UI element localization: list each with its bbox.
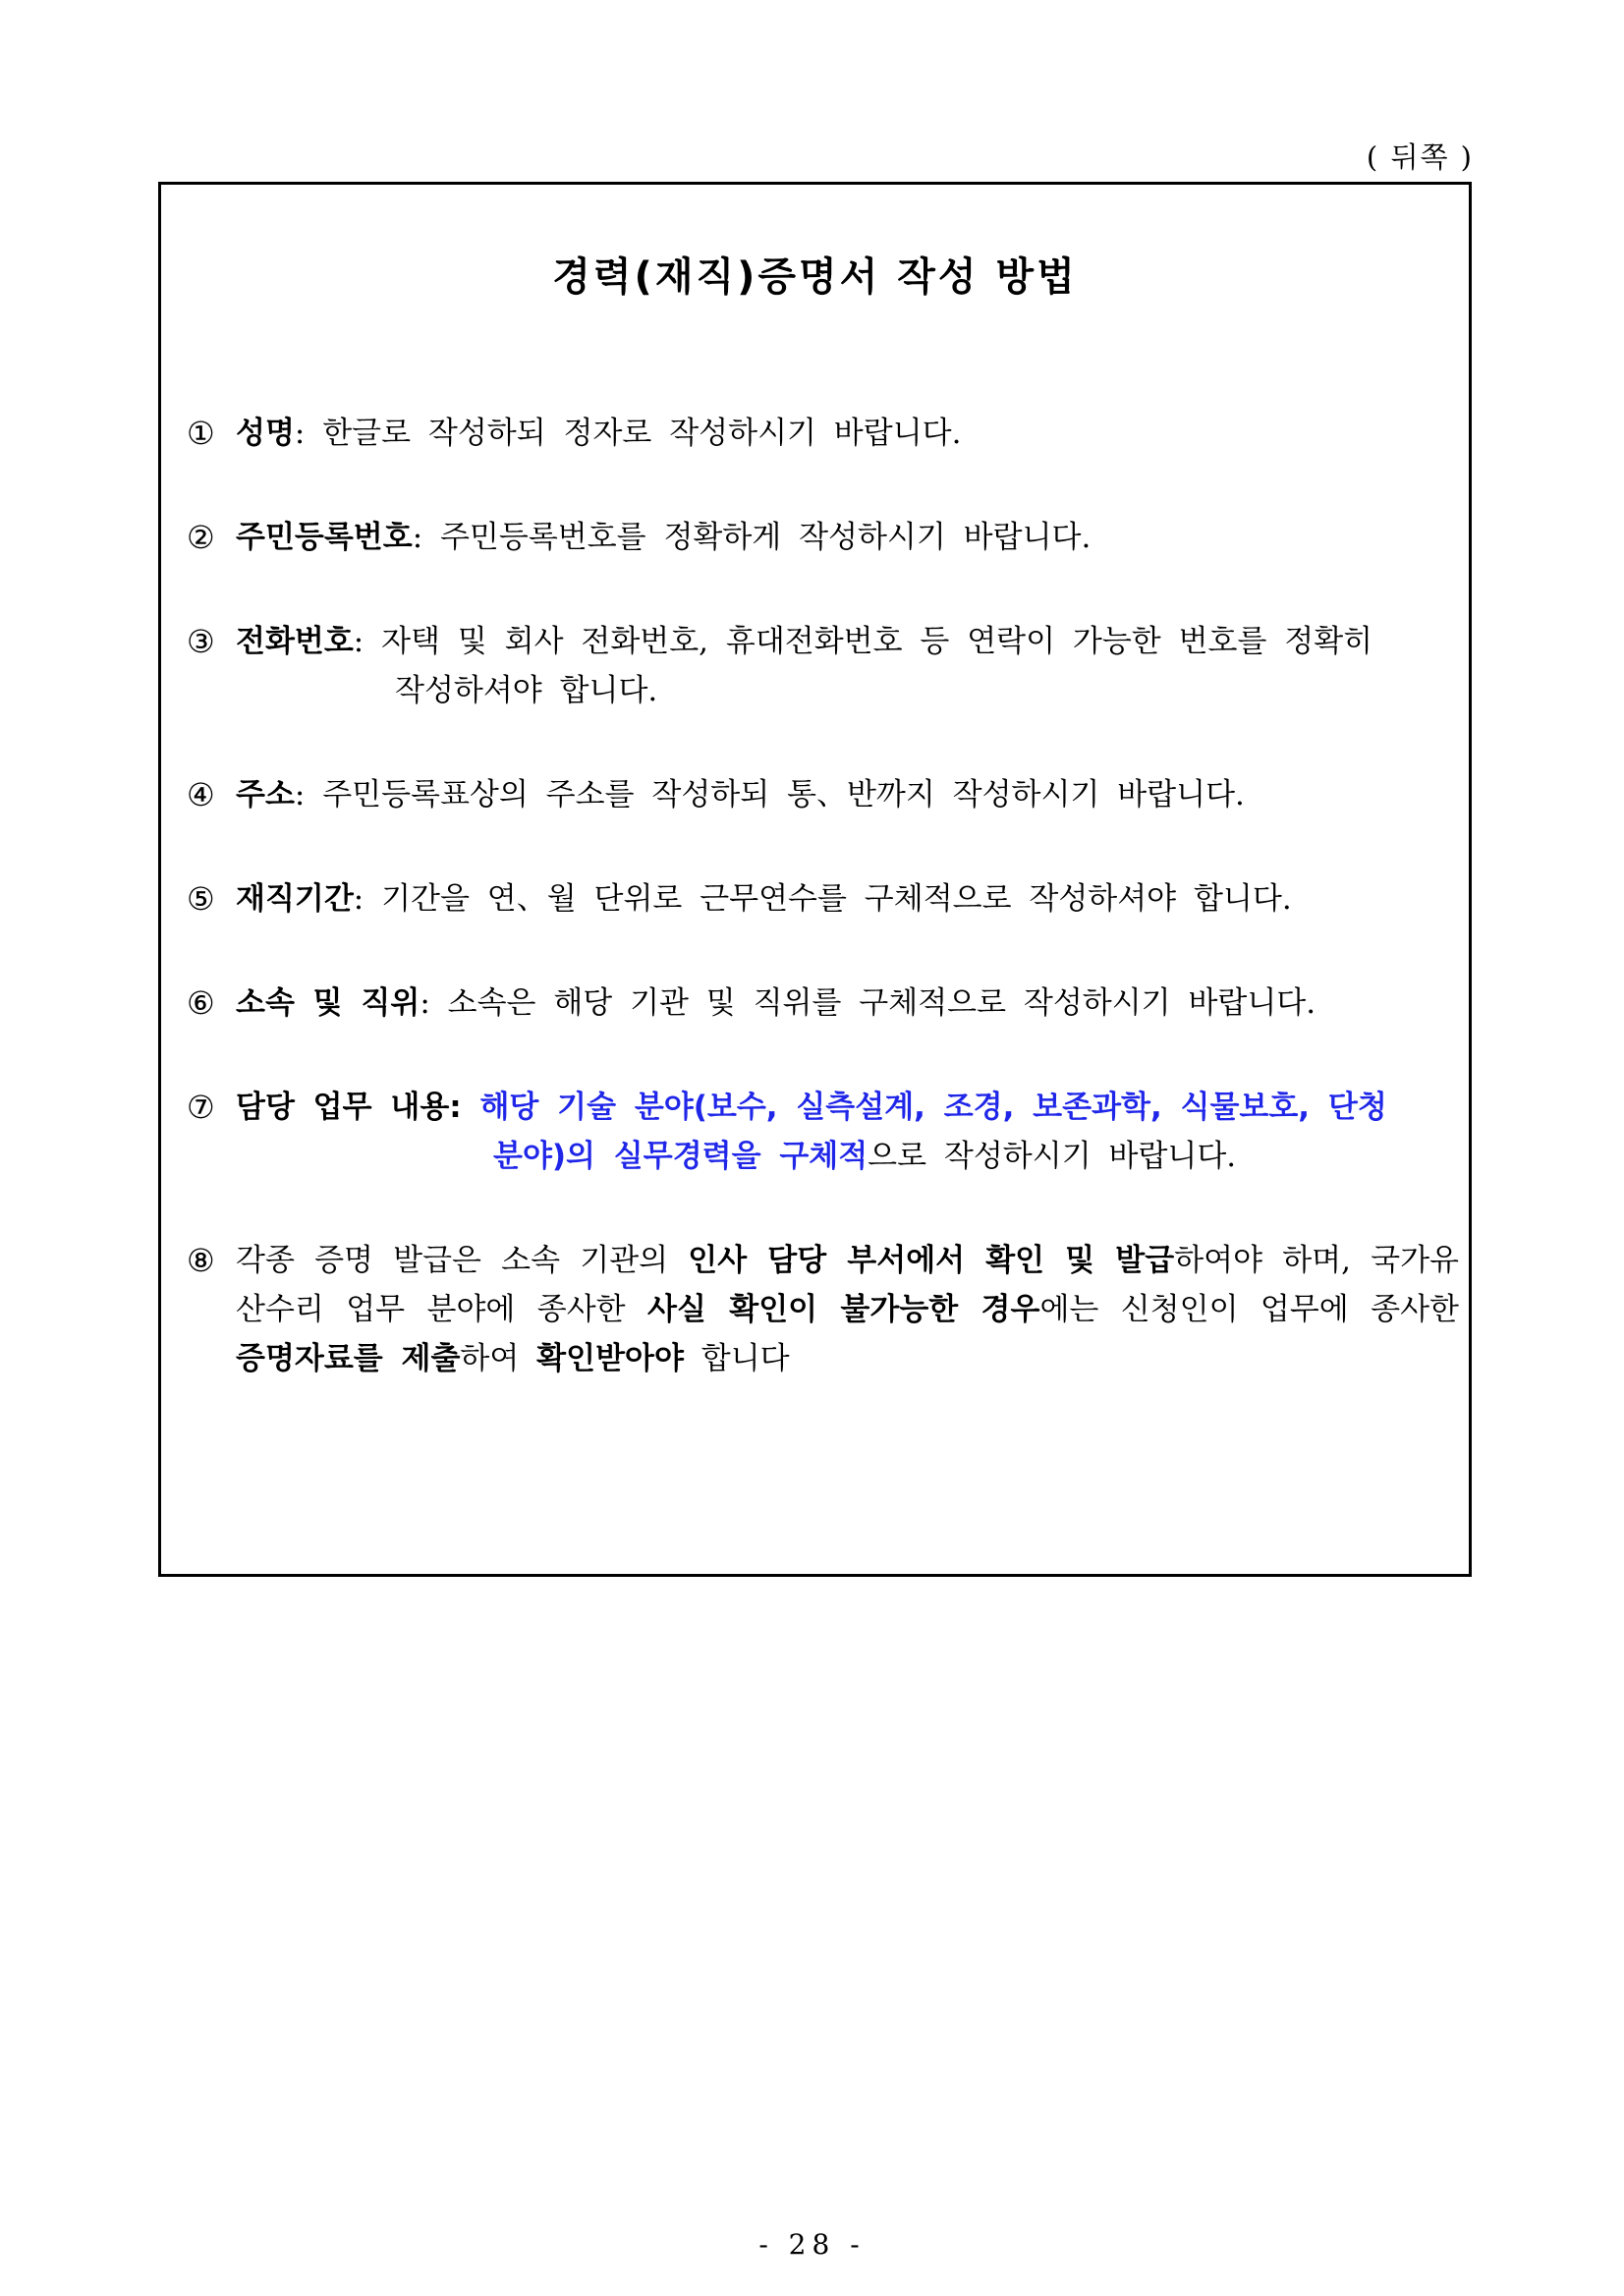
page-side-label: ( 뒤쪽 ) [1366, 140, 1474, 174]
instruction-box [158, 182, 1472, 1577]
page-number: - 28 - [758, 2228, 866, 2261]
list-item [187, 979, 1459, 1028]
list-item [187, 770, 1459, 819]
item-number: ⑥ [187, 984, 215, 1022]
item-number: ③ [187, 623, 215, 660]
instruction-list [187, 409, 1459, 1438]
item-separator: : [449, 1090, 480, 1125]
item-text: : 자택 및 회사 전화번호, 휴대전화번호 등 연락이 가능한 번호를 정확히 [353, 624, 1373, 659]
item-label: 담당 업무 내용 [236, 1090, 450, 1125]
highlight-text-continued: 분야)의 실무경력을 구체적 [493, 1139, 868, 1174]
list-item [187, 874, 1459, 924]
list-item [187, 513, 1459, 562]
item-text: : 주민등록표상의 주소를 작성하되 통、반까지 작성하시기 바랍니다. [294, 777, 1245, 812]
emphasis-text: 확인받아야 [536, 1341, 684, 1376]
emphasis-text: 인사 담당 부서에서 확인 및 발급 [688, 1243, 1175, 1278]
list-item [187, 409, 1459, 458]
item-paragraph: 각종 증명 발급은 소속 기관의 인사 담당 부서에서 확인 및 발급하여야 하며, 국가유산수리 업무 분야에 종사한 사실 확인이 불가능한 경우에는 신청인이 업무에 종사한 증명자료를 제출하여 확인받아야 합니다 [236, 1243, 1459, 1376]
emphasis-text: 사실 확인이 불가능한 경우 [647, 1292, 1040, 1327]
item-label: 전화번호 [236, 624, 354, 659]
item-number: ② [187, 519, 215, 556]
list-item [187, 617, 1459, 715]
item-text: : 기간을 연、월 단위로 근무연수를 구체적으로 작성하셔야 합니다. [353, 881, 1292, 917]
highlight-text: 해당 기술 분야(보수, 실측설계, 조경, 보존과학, 식물보호, 단청 [479, 1090, 1387, 1125]
list-item [187, 1083, 1459, 1181]
item-label: 주민등록번호 [236, 520, 413, 555]
item-text: : 한글로 작성하되 정자로 작성하시기 바랍니다. [294, 416, 962, 451]
item-label: 소속 및 직위 [236, 985, 420, 1021]
document-title: 경력(재직)증명서 작성 방법 [552, 254, 1078, 300]
emphasis-text: 증명자료를 제출 [236, 1341, 461, 1376]
item-number: ① [187, 415, 215, 452]
item-label: 재직기간 [236, 881, 354, 917]
item-text: : 소속은 해당 기관 및 직위를 구체적으로 작성하시기 바랍니다. [420, 985, 1316, 1021]
item-number: ⑧ [187, 1242, 215, 1279]
item-number: ⑦ [187, 1089, 215, 1126]
item-label: 주소 [236, 777, 295, 812]
item-text: : 주민등록번호를 정확하게 작성하시기 바랍니다. [412, 520, 1092, 555]
item-text: 으로 작성하시기 바랍니다. [868, 1139, 1237, 1174]
item-text-continued: 작성하셔야 합니다. [395, 673, 658, 708]
item-number: ⑤ [187, 880, 215, 918]
list-item [187, 1236, 1459, 1383]
item-number: ④ [187, 776, 215, 813]
item-label: 성명 [236, 416, 295, 451]
